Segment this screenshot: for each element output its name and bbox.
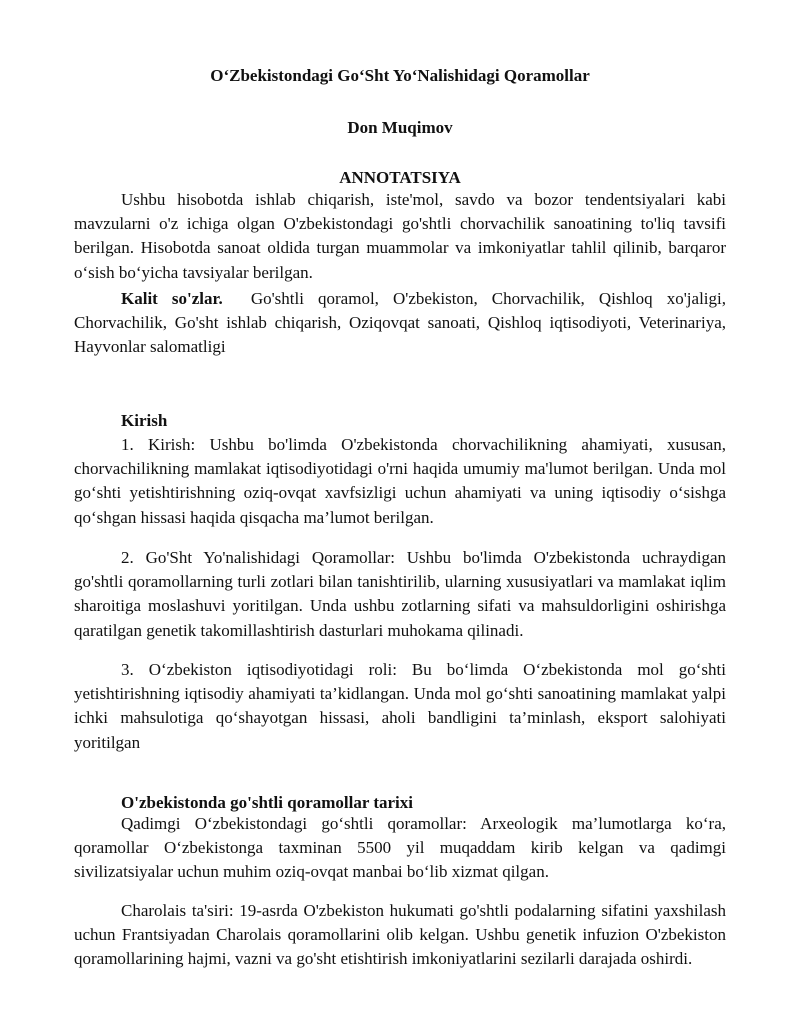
annotation-heading: ANNOTATSIYA [339, 168, 461, 187]
document-author: Don Muqimov [347, 118, 453, 137]
history-paragraph-1: Qadimgi O‘zbekistondagi go‘shtli qoramollar: Arxeologik ma’lumotlarga ko‘ra, qoramollar O‘zbekistonga taxminan 5500 yil muqaddam kirib kelgan va qadimgi sivilizatsiyalar uchun muhim oziq-ovqat manbai bo‘lib xizmat qilgan. [74, 814, 726, 882]
history-heading: O'zbekistonda go'shtli qoramollar tarixi [121, 793, 414, 812]
keywords-text: Go'shtli qoramol, O'zbekiston, Chorvachilik, Qishloq xo'jaligi, Chorvachilik, Go'sht ishlab chiqarish, Oziqovqat sanoati, Qishloq iqtisodiyoti, Veterinariya, Hayvonlar salomatligi [74, 289, 726, 357]
intro-paragraph-1: 1. Kirish: Ushbu bo'limda O'zbekistonda chorvachilikning ahamiyati, xususan, chorvachilikning mamlakat iqtisodiyotidagi o'rni haqida umumiy ma'lumot berilgan. Unda mol go‘shti yetishtirishning oziq-ovqat xavfsizligi uchun ahamiyati va uning iqtisodiy o‘sishga qo‘shgan hissasi haqida qisqacha ma’lumot berilgan. [74, 435, 726, 527]
annotation-paragraph: Ushbu hisobotda ishlab chiqarish, iste'mol, savdo va bozor tendentsiyalari kabi mavzularni o'z ichiga olgan O'zbekistondagi go'shtli chorvachilik sanoatining to'liq tavsifi berilgan. Hisobotda sanoat oldida turgan muammolar va imkoniyatlar tahlil qilinib, barqaror o‘sish bo‘yicha tavsiyalar berilgan. [74, 190, 726, 282]
intro-paragraph-2: 2. Go'Sht Yo'nalishidagi Qoramollar: Ushbu bo'limda O'zbekistonda uchraydigan go'shtli qoramollarning turli zotlari bilan tanishtirilib, ularning xususiyatlari va mamlakat iqlim sharoitiga moslashuvi yoritilgan. Unda ushbu zotlarning sifati va mahsuldorligini oshirishga qaratilgan genetik takomillashtirish dasturlari muhokama qilinadi. [74, 548, 726, 640]
intro-heading: Kirish [121, 411, 168, 430]
keywords-label: Kalit so'zlar. [121, 289, 223, 308]
document-title: O‘Zbekistondagi Go‘Sht Yo‘Nalishidagi Qoramollar [210, 66, 590, 85]
history-paragraph-2: Charolais ta'siri: 19-asrda O'zbekiston hukumati go'shtli podalarning sifatini yaxshilash uchun Frantsiyadan Charolais qoramollarini olib kelgan. Ushbu genetik infuzion O'zbekiston qoramollarining hajmi, vazni va go'sht etishtirish imkoniyatlarini sezilarli darajada oshirdi. [74, 901, 726, 969]
intro-paragraph-3: 3. O‘zbekiston iqtisodiyotidagi roli: Bu bo‘limda O‘zbekistonda mol go‘shti yetishtirishning iqtisodiy ahamiyati ta’kidlangan. Unda mol go‘shti sanoatining mamlakat yalpi ichki mahsulotiga qo‘shayotgan hissasi, aholi bandligini ta’minlash, eksport salohiyati yoritilgan [74, 660, 726, 752]
keywords-paragraph [74, 287, 726, 360]
